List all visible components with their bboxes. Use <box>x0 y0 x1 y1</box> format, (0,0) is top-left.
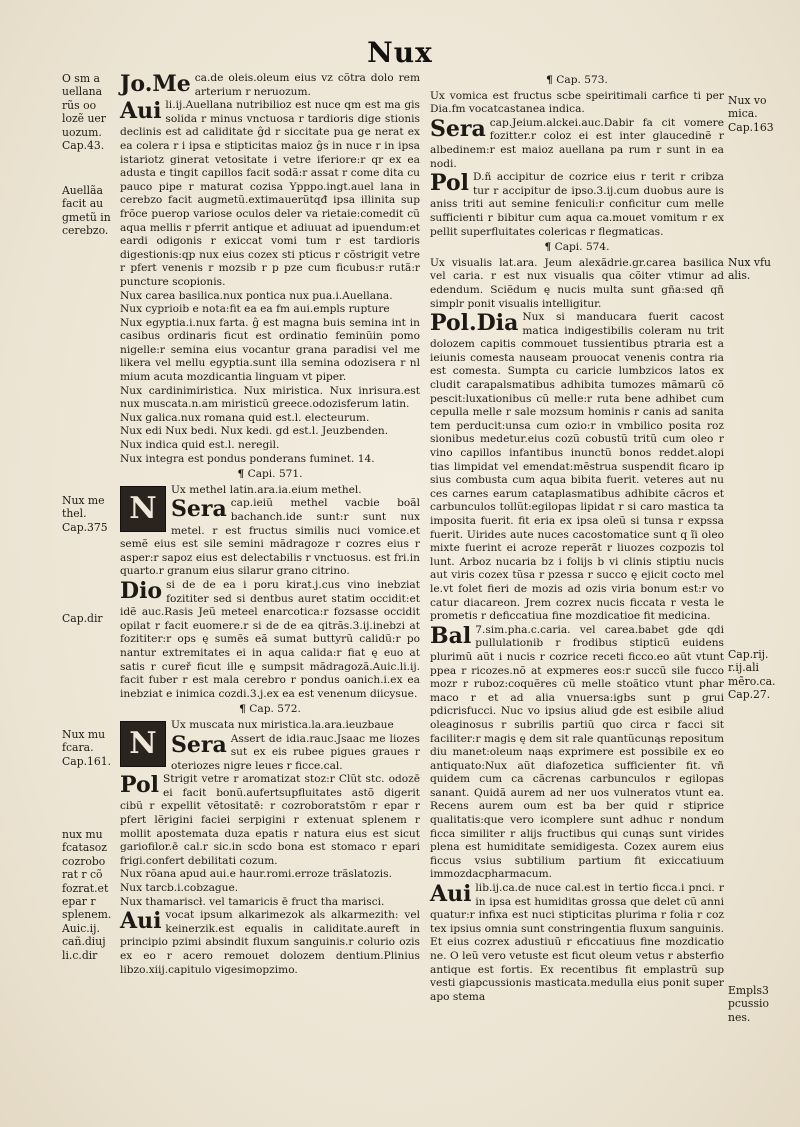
paragraph-text: Nux si manducara fuerit cacost matica indigestibilis coleram nu trit dolozem capitis commouet tussientibus ptraria est a ieiunis comesta nauseam prouocat venenis contra ria est comesta. Sumpta cu caricie lumbzicos latos ex cludit carapalsmatibus adhibita tumozes mãmarũ cõ pescit:luxationibus cũ melle:r ruta bene adhibet cum cepulla melle r sale mozsum hominis r canis ad sanita tem perducit:unsa cum ozio:r in vmbilico posita roz sionibus medetur.eius cozũ cobustũ tritũ cum oleo r vino capillos infantibus inunctũ bonos reddet.alopi tias limpidat vel emendat:mẽstrua suspendit ficaro ip sius combusta cum aqua bibita fuerit. veteres aut nu ces carnes earum cataplasmatibus adhibite cãcros et carbunculos tollũt:egilopas lipidat r si caro mastica ta imposita fuerit. fit eria ex ipsa oleũ si tunsa r expssa fuerit. Uirides aute nuces cacostomatice sunt q ĩi oleo mixte fuerint ei acroze reperãt r liuozes cozpozis tol lunt. Arboz nucaria bz i folijs b vi clinis stiptiu nucis aut viris cozex tũsa r pzessa r succo ę ejicit cocto mel le.vt folet fieri de mozis ad ozis viria bonum est:r vo catur diacareon. Jrem cozrex nucis ficcata r vesta le prometis r deficcatiua fine mozdicatioe fit medicina. <box>430 311 724 623</box>
margin-line: Cap.dir <box>62 612 103 625</box>
paragraph: Nux galica.nux romana quid est.l. electeurum. <box>120 411 370 424</box>
margin-line: pcussio <box>728 997 769 1011</box>
margin-line: Nux vo <box>728 94 767 107</box>
paragraph <box>430 882 724 1004</box>
section-initial: Sera <box>430 115 486 142</box>
left-text-column <box>120 72 420 977</box>
paragraph: Nux cardinimiristica. Nux miristica. Nux inrisura.est nux muscata.n.am miristicũ greece.odozisferum latin. <box>120 384 420 411</box>
margin-line: Nux me <box>62 494 105 507</box>
section-initial: Bal <box>430 622 472 649</box>
paragraph <box>120 72 420 99</box>
margin-note-left-6 <box>62 828 120 962</box>
margin-line: Nux mu <box>62 728 106 741</box>
margin-note-left-5 <box>62 728 120 768</box>
right-text-column <box>430 72 724 1004</box>
paragraph-text: si de de ea i poru kirat.j.cus vino inebziat fozititer sed si dentbus auret statim occidit:et idẽ auc.Rasis Jeũ meteel enarcotica:r fozsasse occidit opilat r facit euomere.r si de de ea qitrãs.3.ij.inebzi at fozititer:r ops ę sumẽs eã sumat buttyrũ calidũ:r po nantur extremitates ei in aqua calida:r fiat ę euo at satis r cureř ficut ille ę sumpsit mãdragozã.Auic.li.ij. facit fuber r est mala cerebro r pondus oanich.i.ex ea inebziat e inimica cozdi.3.j.ex ea est venenum diicysue. <box>120 578 420 700</box>
margin-line: Auellãa <box>62 184 103 197</box>
section-initial: Aui <box>430 881 472 908</box>
page-title: Nux <box>367 36 433 69</box>
paragraph: Nux edi Nux bedi. Nux kedi. gd est.l. Jeuzbenden. <box>120 425 389 438</box>
chapter-heading <box>120 703 420 717</box>
paragraph: Nux rõana apud aui.e haur.romi.erroze trãslatozis. <box>120 868 392 881</box>
paragraph-text: 7.sim.pha.c.caria. vel carea.babet gde qdi pullulationib r frodibus stipticũ euidens plurimũ aũt i nucis r cozrice receti ficco.eo aũt vtunt ppea r ricozes.nõ at expmeres eos:r succũ sile fucco mozr r ruboz:coquẽres cũ melle stoãtico vtunt phar maco r et ad alia vnuersa:igbs sunt p grui pdicrisfucci. Nuc vo ipsius aliud gde est esibile aliud oleaginosus r subrilis partiũ quo circa r facci sit faciliter:r magis ę dem sit rale quantũcunąs repositum diu manet:oleum naąs exprimere est possibile ex eo antiquato:Nux aũt diafozetica sufficienter fit. vñ quidem cum ca cãcrenas carbunculos r egilopas sanant. Quidã aurem ad ner uos vulneratos vtunt ea. Recens aurem oum est ba ber quid r stiprice qualitatis:que vero icomplere sunt adhuc r nondum ficca similiter r alijs fructibus qui cunąs sunt virides plena est humiditate semidigesta. Cozex aurem eius ficcus vsius subtilium partium fit exiccatiuum immozdacpharmacum. <box>430 623 724 881</box>
margin-line: fozrat.et <box>62 881 109 895</box>
section-initial: Pol.Dia <box>430 310 519 337</box>
margin-line: uellana <box>62 85 103 99</box>
margin-line: Cap.161. <box>62 754 112 768</box>
margin-line: mica. <box>728 107 758 121</box>
section-initial: Pol <box>120 772 159 799</box>
paragraph-text: Assert de idia.rauc.Jsaac me liozes sut ex eis rubee pigues graues r oteriozes nigre leues r ficce.cal. <box>171 732 420 772</box>
margin-line: uozum. <box>62 125 102 139</box>
paragraph: Ux visualis lat.ara. Jeum alexãdrie.gr.carea basilica vel caria. r est nux visualis qua cõiter vtimur ad edendum. Sciẽdum ę nucis multa sunt gña:sed qñ simplr ponit visualis intelligitur. <box>430 256 724 310</box>
chapter-number: 574. <box>585 241 610 254</box>
paragraph-text: Ux muscata nux miristica.la.ara.ieuzbaue <box>171 718 394 731</box>
margin-line: mẽro.ca. <box>728 674 776 688</box>
section-initial: Sera <box>171 496 227 523</box>
margin-note-right-4 <box>728 984 792 1024</box>
margin-line: Nux vfu <box>728 256 771 269</box>
margin-line: nes. <box>728 1010 751 1024</box>
section-initial: Aui <box>120 908 162 935</box>
margin-note-right-2 <box>728 256 792 283</box>
section-initial: Sera <box>171 731 227 758</box>
paragraph-text: cap.Jeium.alckei.auc.Dabir fa cit vomere fozitter.r coloz ei est inter glaucedinẽ r albedinem:r est maioz auellana pa rum r sunt in ea nodi. <box>430 116 724 170</box>
paragraph-text: D.ñ accipitur de cozrice eius r terit r cribza tur r accipitur de ipso.3.ij.cum duobus aure is aniss triti aut semine feniculi:r conficitur cum melle sufficienti r bibitur cum aqua ca.mouet vomitum r ex pellit superfluitates colericas r flegmaticas. <box>430 171 724 238</box>
margin-line: rũs oo <box>62 98 97 112</box>
margin-line: Cap.43. <box>62 139 105 153</box>
paragraph <box>430 311 724 624</box>
pilcrow-icon: ¶ <box>237 468 245 481</box>
margin-line: O sm a <box>62 72 100 85</box>
chapter-label: Cap. <box>249 703 274 716</box>
margin-line: nux mu <box>62 828 103 841</box>
margin-line: Cap.163 <box>728 120 774 134</box>
paragraph <box>120 99 420 289</box>
paragraph: Nux egyptia.i.nux farta. ĝ est magna buis semina int in casibus ordinaris ficut est ordinatio feminũin pomo nigelle:r semina eius vocantur grana paradisi vel me likera vel mellu egyptia.sunt illa semina odozisera r nl mium acuta mozdicantia linguam vt piper. <box>120 316 420 384</box>
paragraph <box>120 909 420 977</box>
pilcrow-icon: ¶ <box>239 703 246 716</box>
section-initial: Jo.Me <box>120 71 191 97</box>
margin-note-left-2 <box>62 184 120 238</box>
chapter-heading <box>430 74 724 88</box>
margin-note-left-3 <box>62 494 120 534</box>
margin-line: epar r <box>62 895 96 909</box>
margin-line: cerebzo. <box>62 224 109 238</box>
margin-line: rat r cõ <box>62 868 103 882</box>
decorated-initial-n-icon: N <box>120 486 166 532</box>
margin-note-right-3 <box>728 648 792 702</box>
paragraph <box>430 117 724 171</box>
chapter-number: 572. <box>277 703 301 716</box>
margin-line: Cap.27. <box>728 688 771 702</box>
paragraph-text: cap.ieiũ methel vacbie boãl bachanch.ide sunt:r sunt nux metel. r est fructus similis nuci vomice.et semẽ eius est sile semini mãdragoze r cozres eius r asper:r sapoz eius est delectabilis r vnctuosus. est fri.in quarto.r granum eius silarur grano citrino. <box>120 497 420 578</box>
margin-line: li.c.dir <box>62 948 98 962</box>
margin-note-left-1 <box>62 72 120 152</box>
margin-line: cozrobo <box>62 854 106 868</box>
paragraph: Nux thamariscł. vel tamaricis ē fruct tha marisci. <box>120 895 385 908</box>
margin-line: splenem. <box>62 908 112 922</box>
section-initial: Dio <box>120 577 163 604</box>
section-initial: Aui <box>120 98 162 125</box>
chapter-label: Capi. <box>554 241 583 254</box>
margin-line: Auic.ij. <box>62 921 100 935</box>
pilcrow-icon: ¶ <box>546 74 553 86</box>
paragraph: Nux integra est pondus ponderans fuminet. 14. <box>120 452 375 465</box>
paragraph <box>120 579 420 701</box>
section-initial: Pol <box>430 170 469 197</box>
decorated-initial-n-icon: N <box>120 721 166 767</box>
paragraph-text: lib.ij.ca.de nuce cal.est in tertio ficca.i pnci. r in ipsa est humiditas grossa que delet cũ anni quatur:r infixa est nuci stipticitas plurima r folia r coz tex ipsius omnia sunt constringentia fluxum sanguinis. Et eius cozrex adustiuũ r eficcatiuus fine mozdicatio ne. O leũ vero vetuste est ficut oleum vetus r absterfio antique est fortis. Ex recentibus fit emplastrũ sup vesti giapcussionis masticata.medulla eius ponit super apo stema <box>430 882 724 1003</box>
paragraph-text: Ux methel latin.ara.ia.eium methel. <box>171 483 362 496</box>
paragraph-text: ca.de oleis.oleum eius vz cõtra dolo rem arterium r neruozum. <box>194 72 420 98</box>
paragraph-text: Strigit vetre r aromatizat stoz:r Clũt stc. odozē ei facit bonũ.aufertsupfluitates astõ digerit cibũ r expellit vẽtositatē: r cozroboratstõm r epar r pfert lẽrigini faciei serpigini r extenuat splenem r mollit apostemata duza epatis r natura eius est sicut gariofilor.ē cal.r sic.in scdo bona est stomaco r epari frigi.confert debilitati cozum. <box>120 773 420 867</box>
margin-line: fcatasoz <box>62 841 107 855</box>
margin-line: thel. <box>62 507 87 521</box>
paragraph: Nux carea basilica.nux pontica nux pua.i.Auellana. <box>120 289 393 302</box>
chapter-number: 573. <box>584 74 608 86</box>
margin-line: gmetũ in <box>62 210 111 224</box>
paragraph: Nux tarcb.i.cobzague. <box>120 882 239 895</box>
pilcrow-icon: ¶ <box>544 241 552 254</box>
paragraph <box>120 773 420 868</box>
chapter-label: Cap. <box>556 74 581 86</box>
paragraph: Nux indica quid est.l. neregil. <box>120 439 280 452</box>
margin-line: Empls3 <box>728 984 769 997</box>
margin-note-right-1 <box>728 94 792 134</box>
paragraph-text: vocat ipsum alkarimezok als alkarmezith: vel keinerzik.est equalis in caliditate.aureft in principio pzimi absindit fluxum sanguinis.r colurio ozis ex eo r acero remouet dolozem dentium.Plinius libzo.xiij.capitulo vigesimopzimo. <box>120 909 420 976</box>
chapter-number: 571. <box>278 468 303 481</box>
margin-line: alis. <box>728 269 751 283</box>
margin-line: Cap.rij. <box>728 648 769 661</box>
paragraph: Nux cyprioib e nota:fit ea ea fm aui.empls rupture <box>120 303 390 316</box>
chapter-heading <box>120 468 420 482</box>
chapter-label: Capi. <box>247 468 276 481</box>
paragraph <box>430 624 724 882</box>
paragraph: Ux vomica est fructus scbe speiritimali carfice ti per Dia.fm vocatcastanea indica. <box>430 89 724 116</box>
paragraph-text: li.ij.Auellana nutribilioz est nuce qm est ma gis solida r minus vnctuosa r tardioris dige stionis declinis est ad caliditate ĝd r siccitate pua ge nerat ex ea colera r i ipsa e stipticitas maioz ĝs in nuce r in ipsa istariotz ginerat vetositate i vetre iferiore:r qr ex ea adusta e tingit capillos facit sodã:r assat r come dita cu pauco pipe r maturat cozisa Ypppo.ingt.auel lana in cerebzo facit augmetũ.extimauerũtqđ ipsa illinita sup frõce puerop variose oculos deler va rietaie:comedit cũ aqua mellis r pferrit antique et adiuuat ad ipuendum:et eardi odigonis r exiccat vomi tum r est tardioris digestionis:qp nux eius cozex sti pticus r cõstrigit vetre r pfert venenis r mozsib r p pze cum ficubus:r rutã:r puncture scopionis. <box>120 99 420 288</box>
margin-note-left-4 <box>62 612 120 625</box>
paragraph <box>430 171 724 239</box>
margin-line: facit au <box>62 197 104 211</box>
margin-line: r.ij.ali <box>728 661 759 675</box>
margin-line: lozẽ uer <box>62 112 106 126</box>
margin-line: Cap.375 <box>62 520 108 534</box>
chapter-heading <box>430 241 724 255</box>
margin-line: cañ.diuj <box>62 935 106 949</box>
margin-line: fcara. <box>62 741 94 755</box>
